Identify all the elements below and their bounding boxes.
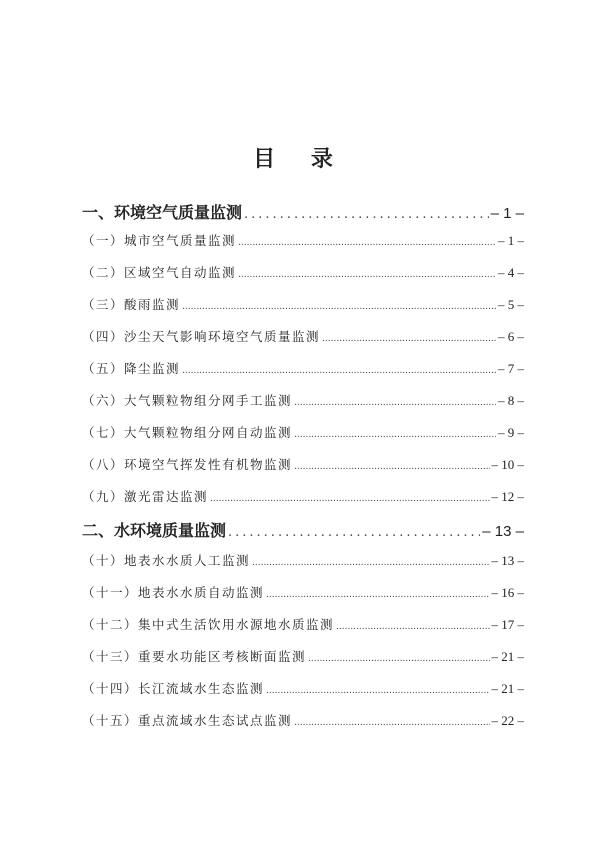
toc-page-number: – 1 – — [490, 205, 524, 222]
toc-entry-label: 一、环境空气质量监测 — [82, 203, 243, 222]
dot-leader — [210, 494, 489, 504]
toc-entry[interactable] — [82, 295, 524, 315]
toc-entry[interactable] — [82, 679, 524, 699]
toc-page-number: – 22 – — [491, 713, 524, 728]
toc-entry[interactable] — [82, 200, 524, 220]
toc-entry-label: （八）环境空气挥发性有机物监测 — [82, 457, 293, 472]
toc-entry-label: （一）城市空气质量监测 — [82, 233, 237, 248]
dot-leader — [266, 590, 489, 600]
toc-page-number: – 10 – — [491, 457, 524, 472]
dot-leader — [294, 430, 496, 440]
dot-leader — [244, 207, 489, 222]
toc-page-number: – 13 – — [482, 523, 524, 540]
dot-leader — [182, 366, 496, 376]
dot-leader — [294, 462, 489, 472]
toc-page-number: – 5 – — [498, 297, 524, 312]
dot-leader — [228, 525, 480, 540]
toc-entry[interactable] — [82, 231, 524, 251]
toc-entry-label: （二）区域空气自动监测 — [82, 265, 237, 280]
toc-entry-label: 二、水环境质量监测 — [82, 521, 227, 540]
toc-page-number: – 17 – — [491, 617, 524, 632]
toc-entry-label: （十五）重点流域水生态试点监测 — [82, 713, 293, 728]
toc-page-number: – 12 – — [491, 489, 524, 504]
toc-entry-label: （三）酸雨监测 — [82, 297, 181, 312]
toc-entry-label: （十三）重要水功能区考核断面监测 — [82, 649, 307, 664]
dot-leader — [182, 302, 496, 312]
toc-title: 目 录 — [253, 147, 347, 172]
toc-entry[interactable] — [82, 487, 524, 507]
toc-entry-label: （七）大气颗粒物组分网自动监测 — [82, 425, 293, 440]
toc-entry-label: （九）激光雷达监测 — [82, 489, 209, 504]
toc-page-number: – 21 – — [491, 681, 524, 696]
toc-entry-label: （十二）集中式生活饮用水源地水质监测 — [82, 617, 335, 632]
toc-entry[interactable] — [82, 518, 524, 538]
toc-entry[interactable] — [82, 391, 524, 411]
toc-entry-label: （六）大气颗粒物组分网手工监测 — [82, 393, 293, 408]
dot-leader — [322, 334, 496, 344]
toc-entry[interactable] — [82, 455, 524, 475]
toc-entry-label: （十四）长江流域水生态监测 — [82, 681, 265, 696]
toc-entry[interactable] — [82, 647, 524, 667]
dot-leader — [294, 718, 489, 728]
toc-page-number: – 16 – — [491, 585, 524, 600]
dot-leader — [252, 558, 489, 568]
dot-leader — [238, 270, 496, 280]
toc-page-number: – 9 – — [498, 425, 524, 440]
toc-page-number: – 13 – — [491, 553, 524, 568]
toc-page-number: – 21 – — [491, 649, 524, 664]
toc-entry[interactable] — [82, 615, 524, 635]
toc-entry[interactable] — [82, 423, 524, 443]
toc-entry[interactable] — [82, 551, 524, 571]
toc-entry[interactable] — [82, 711, 524, 731]
toc-entry[interactable] — [82, 263, 524, 283]
dot-leader — [294, 398, 496, 408]
dot-leader — [266, 686, 489, 696]
toc-entry[interactable] — [82, 583, 524, 603]
toc-entry[interactable] — [82, 327, 524, 347]
toc-entry-label: （十一）地表水水质自动监测 — [82, 585, 265, 600]
toc-page-number: – 1 – — [498, 233, 524, 248]
dot-leader — [238, 238, 496, 248]
dot-leader — [336, 622, 489, 632]
toc-page-number: – 4 – — [498, 265, 524, 280]
dot-leader — [308, 654, 489, 664]
toc-entry-label: （十）地表水水质人工监测 — [82, 553, 251, 568]
toc-entry[interactable] — [82, 359, 524, 379]
toc-page-number: – 7 – — [498, 361, 524, 376]
toc-entry-label: （四）沙尘天气影响环境空气质量监测 — [82, 329, 321, 344]
toc-page-number: – 6 – — [498, 329, 524, 344]
toc-entry-label: （五）降尘监测 — [82, 361, 181, 376]
toc-page-number: – 8 – — [498, 393, 524, 408]
